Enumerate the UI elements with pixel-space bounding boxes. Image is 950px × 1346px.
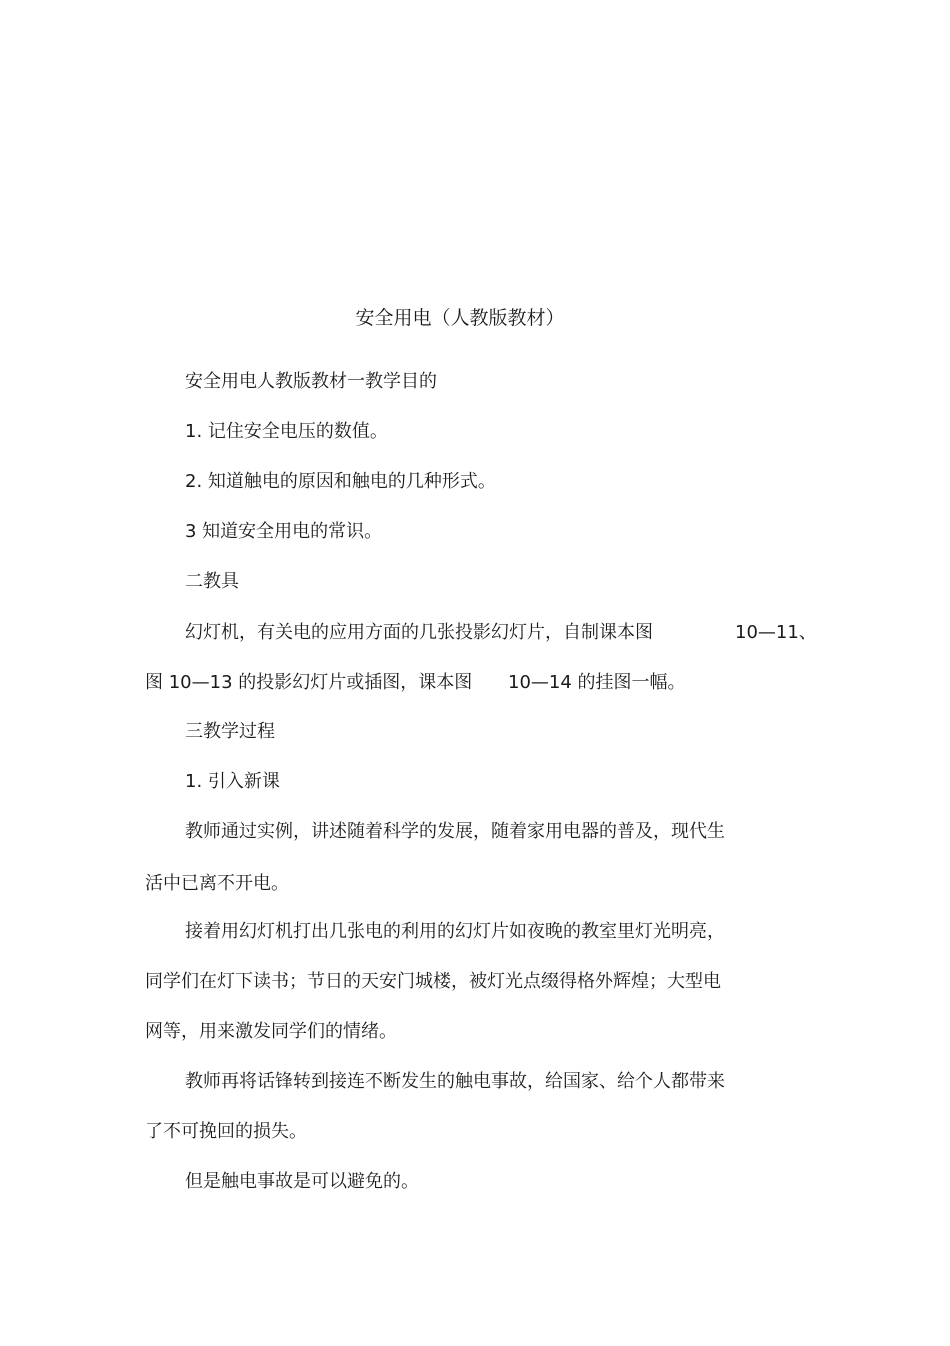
paragraph-line: 接着用幻灯机打出几张电的利用的幻灯片如夜晚的教室里灯光明亮，: [185, 921, 725, 942]
list-item: 2. 知道触电的原因和触电的几种形式。: [185, 471, 496, 492]
list-item: 3 知道安全用电的常识。: [185, 521, 383, 542]
document-title: 安全用电（人教版教材）: [355, 307, 565, 329]
paragraph-line: 图 10—13 的投影幻灯片或插图，课本图: [145, 672, 473, 693]
list-item: 1. 引入新课: [185, 771, 280, 792]
paragraph-line: 教师通过实例，讲述随着科学的发展，随着家用电器的普及，现代生: [185, 821, 725, 842]
paragraph-line: 同学们在灯下读书；节日的天安门城楼，被灯光点缀得格外辉煌；大型电: [145, 971, 721, 992]
paragraph-line: 了不可挽回的损失。: [145, 1121, 307, 1142]
paragraph-line: 幻灯机，有关电的应用方面的几张投影幻灯片，自制课本图: [185, 622, 653, 643]
paragraph-line: 10—11、: [735, 622, 817, 643]
paragraph-line: 但是触电事故是可以避免的。: [185, 1171, 419, 1192]
paragraph-line: 10—14 的挂图一幅。: [508, 672, 686, 693]
section-heading-objectives: 安全用电人教版教材一教学目的: [185, 371, 437, 392]
section-heading-process: 三教学过程: [185, 721, 275, 742]
paragraph-line: 活中已离不开电。: [145, 873, 289, 894]
paragraph-line: 网等，用来激发同学们的情绪。: [145, 1021, 397, 1042]
section-heading-tools: 二教具: [185, 571, 239, 592]
list-item: 1. 记住安全电压的数值。: [185, 421, 388, 442]
paragraph-line: 教师再将话锋转到接连不断发生的触电事故，给国家、给个人都带来: [185, 1071, 725, 1092]
